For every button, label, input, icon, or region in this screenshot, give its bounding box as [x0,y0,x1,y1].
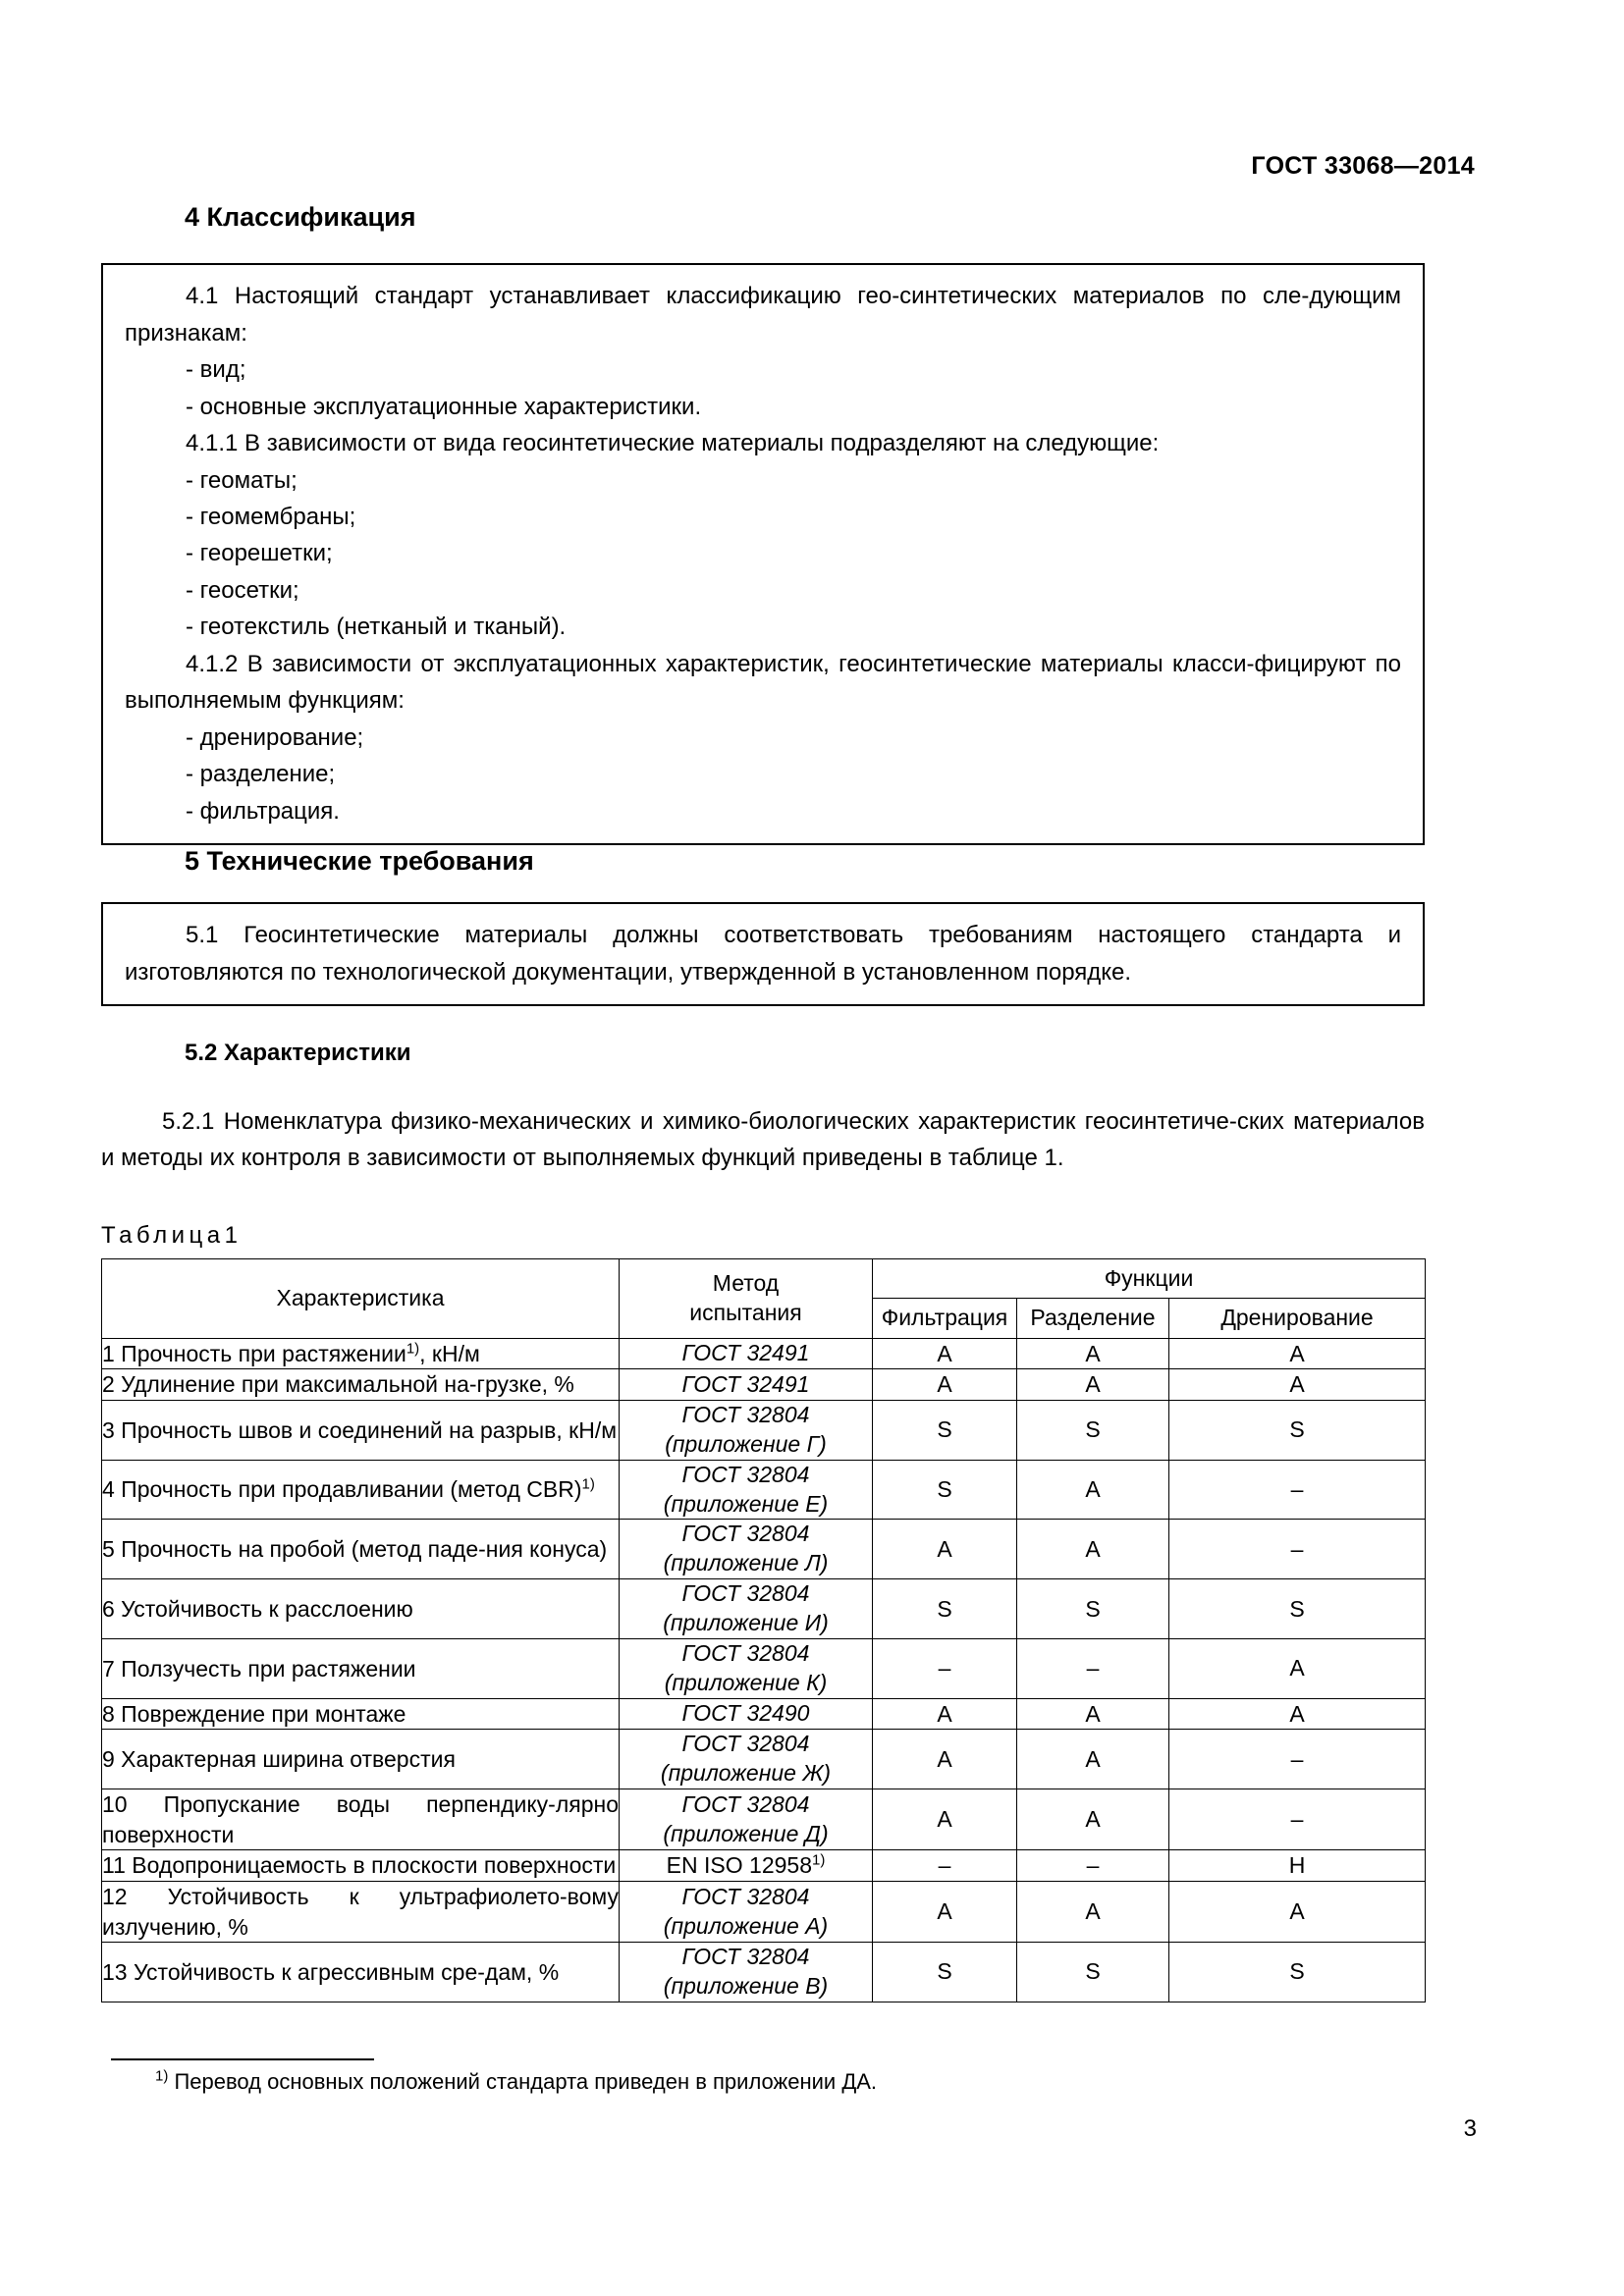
characteristic-text: 6 Устойчивость к расслоению [102,1595,413,1622]
column-header-method [620,1258,873,1338]
table-row [102,1639,1426,1699]
cell-separation: А [1017,1520,1169,1579]
page-number: 3 [1463,2115,1477,2142]
table-row [102,1369,1426,1401]
characteristic-text: 4 Прочность при продавливании (метод CBR) [102,1476,582,1503]
method-standard: ГОСТ 32804 [681,1580,810,1607]
paragraph-4-1: 4.1 Настоящий стандарт устанавливает классификацию гео-синтетических материалов по сле-дующим признакам: [125,283,1401,347]
method-annex: (приложение Е) [663,1490,829,1517]
cell-characteristic [102,1850,620,1882]
cell-separation: А [1017,1369,1169,1401]
method-standard: ГОСТ 32490 [681,1700,810,1727]
section-heading-classification: 4 Классификация [185,202,416,232]
list-item-geomembrany: - геомембраны; [186,504,356,531]
method-annex: (приложение В) [663,1972,829,1999]
cell-characteristic [102,1698,620,1730]
column-header-method-line2: испытания [689,1299,802,1325]
cell-drainage: – [1169,1789,1426,1850]
characteristic-text: 11 Водопроницаемость в плоскости поверхности [102,1852,617,1879]
characteristic-footnote-marker: 1) [406,1340,420,1358]
cell-test-method [620,1460,873,1520]
characteristics-table [101,1258,1426,2002]
footnote [101,2067,1425,2098]
footnote-marker: 1) [155,2067,169,2085]
cell-drainage: S [1169,1943,1426,2002]
table-row [102,1789,1426,1850]
cell-test-method [620,1698,873,1730]
paragraph-4-1-1: 4.1.1 В зависимости от вида геосинтетические материалы подразделяют на следующие: [186,430,1160,457]
cell-characteristic [102,1338,620,1369]
method-standard: ГОСТ 32804 [681,1883,810,1909]
cell-filtration: А [873,1881,1017,1942]
cell-test-method [620,1730,873,1789]
cell-filtration: S [873,1943,1017,2002]
cell-drainage: S [1169,1579,1426,1639]
cell-characteristic [102,1579,620,1639]
footnote-text: Перевод основных положений стандарта приведен в приложении ДА. [174,2069,878,2094]
section-heading-technical-requirements: 5 Технические требования [185,845,534,876]
method-annex: (приложение И) [663,1610,829,1636]
cell-drainage: А [1169,1338,1426,1369]
list-item-geosetki: - геосетки; [186,576,299,604]
cell-characteristic [102,1789,620,1850]
table-row [102,1400,1426,1460]
cell-test-method [620,1579,873,1639]
cell-filtration: – [873,1639,1017,1699]
characteristic-text: 2 Удлинение при максимальной на-грузке, % [102,1371,574,1398]
paragraph-5-1: 5.1 Геосинтетические материалы должны соответствовать требованиям настоящего стандарта и изготовляются по технологической документации, утвержденной в установленном порядке. [125,922,1401,986]
cell-characteristic [102,1881,620,1942]
cell-test-method [620,1369,873,1401]
cell-characteristic [102,1639,620,1699]
cell-filtration: S [873,1400,1017,1460]
characteristic-text: 12 Устойчивость к ультрафиолето-вому излучению, % [102,1883,619,1940]
cell-drainage: А [1169,1369,1426,1401]
cell-separation: – [1017,1850,1169,1882]
subsection-heading-characteristics: 5.2 Характеристики [185,1040,411,1067]
column-header-functions: Функции [873,1258,1426,1298]
list-item-geomaty: - геоматы; [186,466,298,494]
cell-characteristic [102,1520,620,1579]
cell-drainage: – [1169,1520,1426,1579]
characteristic-unit: , кН/м [419,1340,480,1366]
cell-filtration: А [873,1520,1017,1579]
table-header [102,1258,1426,1338]
characteristic-text: 1 Прочность при растяжении [102,1340,406,1366]
characteristic-text: 5 Прочность на пробой (метод паде-ния конуса) [102,1536,608,1563]
cell-test-method [620,1881,873,1942]
table-row [102,1943,1426,2002]
cell-test-method [620,1639,873,1699]
cell-separation: S [1017,1400,1169,1460]
cell-drainage: А [1169,1639,1426,1699]
cell-drainage: А [1169,1698,1426,1730]
column-header-method-line1: Метод [712,1270,780,1297]
method-standard: ГОСТ 32804 [681,1521,810,1547]
method-standard: ГОСТ 32804 [681,1461,810,1487]
cell-filtration: А [873,1789,1017,1850]
cell-test-method [620,1400,873,1460]
method-standard: ГОСТ 32804 [681,1944,810,1970]
characteristic-text: 3 Прочность швов и соединений на разрыв, кН/м [102,1416,618,1443]
method-standard: ГОСТ 32804 [681,1790,810,1817]
cell-drainage: Н [1169,1850,1426,1882]
characteristic-text: 10 Пропускание воды перпендику-лярно поверхности [102,1791,619,1847]
characteristic-footnote-marker: 1) [581,1475,595,1493]
method-standard: ГОСТ 32804 [681,1640,810,1667]
cell-drainage: – [1169,1460,1426,1520]
characteristic-text: 9 Характерная ширина отверстия [102,1746,456,1772]
paragraph-4-1-2: 4.1.2 В зависимости от эксплуатационных характеристик, геосинтетические материалы класси-фицируют по выполняемым функциям: [125,650,1401,715]
paragraph-5-2-1: 5.2.1 Номенклатура физико-механических и химико-биологических характеристик геосинтетиче-ских материалов и методы их контроля в зависимости от выполняемых функций приведены в таблице 1. [101,1108,1425,1172]
cell-separation: А [1017,1698,1169,1730]
cell-test-method [620,1789,873,1850]
cell-separation: – [1017,1639,1169,1699]
standard-reference-header: ГОСТ 33068—2014 [1251,152,1475,180]
cell-filtration: А [873,1730,1017,1789]
table-row [102,1338,1426,1369]
cell-filtration: – [873,1850,1017,1882]
cell-separation: А [1017,1730,1169,1789]
method-standard: ГОСТ 32804 [681,1731,810,1757]
cell-separation: А [1017,1881,1169,1942]
classification-framed-box [101,263,1425,845]
method-annex: (приложение Г) [665,1430,827,1457]
cell-test-method [620,1520,873,1579]
cell-characteristic [102,1460,620,1520]
column-header-separation: Разделение [1017,1299,1169,1338]
method-annex: (приложение Д) [663,1820,829,1846]
characteristic-text: 8 Повреждение при монтаже [102,1700,406,1727]
footnote-area [101,2058,1425,2098]
cell-test-method [620,1943,873,2002]
table-row [102,1460,1426,1520]
table-row [102,1881,1426,1942]
method-standard: ГОСТ 32804 [681,1401,810,1427]
method-standard: EN ISO 12958 [666,1851,812,1878]
cell-filtration: А [873,1369,1017,1401]
table-row [102,1698,1426,1730]
column-header-characteristic: Характеристика [102,1258,620,1338]
cell-drainage: – [1169,1730,1426,1789]
list-item-filtraciya: - фильтрация. [186,797,340,825]
list-item-geotekstil: - геотекстиль (нетканый и тканый). [186,614,567,641]
cell-characteristic [102,1943,620,2002]
cell-test-method [620,1338,873,1369]
method-footnote-marker: 1) [811,1851,826,1869]
footnote-separator-rule [111,2058,374,2060]
cell-separation: А [1017,1789,1169,1850]
table-row [102,1520,1426,1579]
cell-filtration: А [873,1338,1017,1369]
method-annex: (приложение А) [663,1912,829,1939]
column-header-drainage: Дренирование [1169,1299,1426,1338]
table-body [102,1338,1426,2002]
list-item-osnovnye-harakteristiki: - основные эксплуатационные характеристики. [186,393,702,420]
cell-drainage: S [1169,1400,1426,1460]
table-row [102,1850,1426,1882]
cell-separation: А [1017,1338,1169,1369]
cell-characteristic [102,1730,620,1789]
list-item-vid: - вид; [186,356,246,384]
method-standard: ГОСТ 32491 [681,1340,810,1366]
table-caption-number: 1 [224,1221,238,1249]
cell-filtration: S [873,1579,1017,1639]
list-item-georeshetki: - георешетки; [186,540,333,567]
cell-separation: S [1017,1943,1169,2002]
column-header-filtration: Фильтрация [873,1299,1017,1338]
technical-requirements-framed-box [101,902,1425,1006]
cell-filtration: А [873,1698,1017,1730]
cell-drainage: А [1169,1881,1426,1942]
cell-test-method [620,1850,873,1882]
table-row [102,1579,1426,1639]
characteristic-text: 7 Ползучесть при растяжении [102,1655,416,1682]
table-caption-label: Таблица [101,1221,225,1249]
method-annex: (приложение К) [664,1669,828,1695]
method-standard: ГОСТ 32491 [681,1370,810,1397]
cell-characteristic [102,1369,620,1401]
cell-filtration: S [873,1460,1017,1520]
table-caption [101,1177,1425,1258]
characteristic-text: 13 Устойчивость к агрессивным сре-дам, % [102,1958,560,1985]
list-item-razdelenie: - разделение; [186,761,336,788]
cell-separation: А [1017,1460,1169,1520]
method-annex: (приложение Ж) [660,1760,832,1787]
cell-characteristic [102,1400,620,1460]
cell-separation: S [1017,1579,1169,1639]
list-item-drenirovanie: - дренирование; [186,723,364,751]
table-row [102,1730,1426,1789]
document-content [101,201,1425,2002]
method-annex: (приложение Л) [663,1550,829,1576]
